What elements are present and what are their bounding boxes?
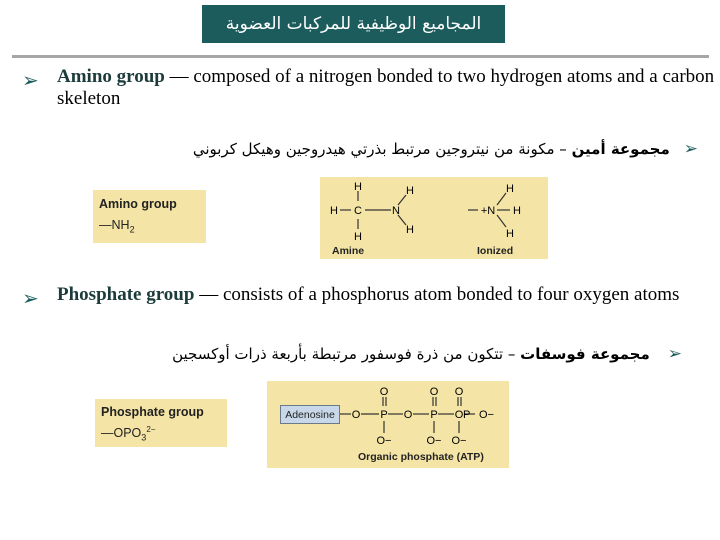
atom-h-ion2: H (513, 205, 521, 217)
arrow-bullet-icon: ➢ (667, 344, 682, 364)
phosphate-term: Phosphate group (57, 284, 195, 305)
arrow-bullet-icon: ➢ (22, 68, 39, 92)
atom-h-left: H (330, 205, 338, 217)
phosphate-formula-main: —OPO (101, 426, 142, 441)
atom-h-n2: H (406, 224, 414, 236)
title-underline (12, 55, 709, 58)
amino-definition-text: — composed of a nitrogen bonded to two hydrogen atoms and a carbon skeleton (57, 66, 715, 109)
atom-h-n1: H (406, 185, 414, 197)
phosphate-card-formula (101, 425, 155, 443)
atp-atom-o2: O (403, 409, 413, 421)
amine-label: Amine (332, 245, 365, 257)
atom-n: N (392, 205, 400, 217)
atp-atom-o-end: O− (479, 409, 494, 421)
phosphate-definition (57, 284, 717, 306)
atp-label: Organic phosphate (ATP) (358, 451, 484, 463)
atp-atom-o3: O (454, 409, 464, 421)
atp-atom-o-top3: O (454, 386, 464, 398)
atp-atom-o-top2: O (429, 386, 439, 398)
atom-n-plus: +N (480, 205, 496, 217)
atom-h-ion3: H (506, 228, 514, 240)
amino-arabic-line (193, 140, 698, 158)
atom-h-bottom: H (354, 231, 362, 243)
atp-atom-p2: P (430, 409, 438, 421)
atom-c: C (354, 205, 362, 217)
amino-card-formula (99, 218, 135, 235)
adenosine-box: Adenosine (280, 405, 340, 424)
phosphate-card-title: Phosphate group (101, 405, 204, 419)
atp-atom-o-top1: O (379, 386, 389, 398)
amino-formula-main: —NH (99, 218, 130, 232)
amino-card-title: Amino group (99, 197, 177, 211)
phosphate-arabic-term: مجموعة فوسفات (520, 345, 650, 363)
slide-title: المجاميع الوظيفية للمركبات العضوية (202, 5, 505, 43)
amino-formula-sub: 2 (129, 224, 135, 235)
amino-group-card (93, 190, 206, 243)
atp-atom-o-bot1: O− (376, 435, 392, 447)
phosphate-formula-charge: 2− (146, 425, 156, 434)
amino-arabic-term: مجموعة أمين (571, 140, 670, 158)
amino-definition (57, 66, 717, 110)
atom-h-ion1: H (506, 183, 514, 195)
phosphate-definition-text: — consists of a phosphorus atom bonded to four oxygen atoms (194, 284, 680, 305)
arrow-bullet-icon: ➢ (22, 286, 39, 310)
atp-atom-o-bot2: O− (426, 435, 442, 447)
amino-arabic-definition: – مكونة من نيتروجين مرتبط بذرتي هيدروجين وهيكل كربوني (192, 140, 572, 158)
atp-atom-o-bot3: O− (451, 435, 467, 447)
atp-atom-p3: P (463, 409, 471, 421)
amino-term: Amino group (57, 66, 165, 87)
arrow-bullet-icon: ➢ (683, 139, 698, 159)
phosphate-group-card (95, 399, 227, 447)
ionized-label: Ionized (477, 245, 514, 257)
phosphate-arabic-line (172, 345, 682, 363)
atp-structure-diagram (267, 381, 509, 468)
amino-structure-diagram (320, 177, 548, 259)
atom-h-top: H (354, 181, 362, 193)
phosphate-arabic-definition: – تتكون من ذرة فوسفور مرتبطة بأربعة ذرات أوكسجين (172, 345, 521, 363)
atp-atom-p1: P (380, 409, 388, 421)
atp-atom-o1: O (351, 409, 361, 421)
phosphate-formula-sub: 3 (141, 432, 147, 443)
